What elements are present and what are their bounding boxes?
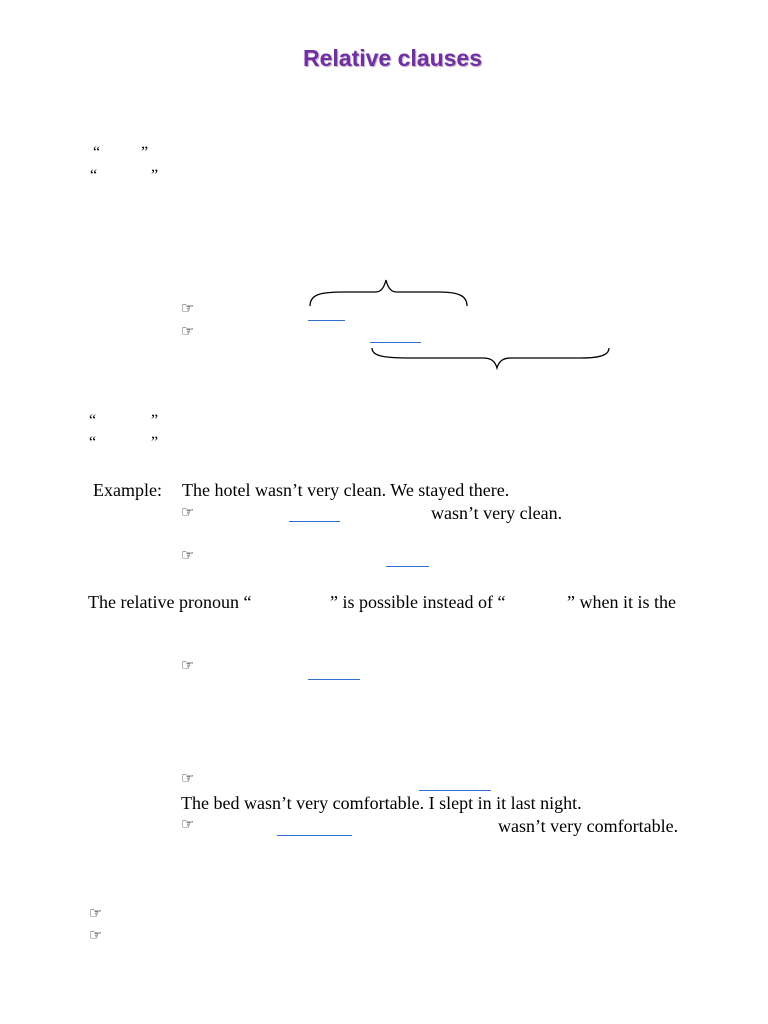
pointer-icon: ☞ [181, 546, 195, 564]
close-quote: ” [151, 412, 159, 429]
blank-line [419, 790, 491, 791]
close-quote: ” [141, 144, 149, 161]
open-quote: “ [89, 434, 97, 451]
bed-example-continuation: wasn’t very comfortable. [498, 816, 679, 836]
example-continuation: wasn’t very clean. [431, 503, 563, 523]
open-quote: “ [93, 144, 101, 161]
pointer-icon: ☞ [181, 656, 195, 674]
pointer-icon: ☞ [181, 769, 195, 787]
page-title: Relative clauses [303, 45, 483, 71]
note-part-1: The relative pronoun “ [88, 592, 252, 612]
open-quote: “ [89, 412, 97, 429]
close-quote: ” [151, 434, 159, 451]
curly-brace-top [309, 278, 469, 308]
pointer-icon: ☞ [181, 299, 195, 317]
pointer-icon: ☞ [89, 904, 103, 922]
open-quote: “ [90, 167, 98, 184]
note-part-2: ” is possible instead of “ [330, 592, 506, 612]
close-quote: ” [151, 167, 159, 184]
blank-line [370, 342, 421, 343]
note-part-3: ” when it is the [567, 592, 676, 612]
blank-line [386, 566, 429, 567]
example-label: Example: [93, 480, 162, 500]
pointer-icon: ☞ [89, 926, 103, 944]
blank-line [308, 320, 345, 321]
pointer-icon: ☞ [181, 815, 195, 833]
bed-example-sentence: The bed wasn’t very comfortable. I slept in it last night. [181, 793, 582, 813]
pointer-icon: ☞ [181, 503, 195, 521]
pointer-icon: ☞ [181, 322, 195, 340]
example-sentence: The hotel wasn’t very clean. We stayed there. [182, 480, 510, 500]
curly-brace-bottom [371, 346, 611, 370]
blank-line [308, 679, 360, 680]
blank-line [289, 521, 340, 522]
blank-line [277, 835, 352, 836]
